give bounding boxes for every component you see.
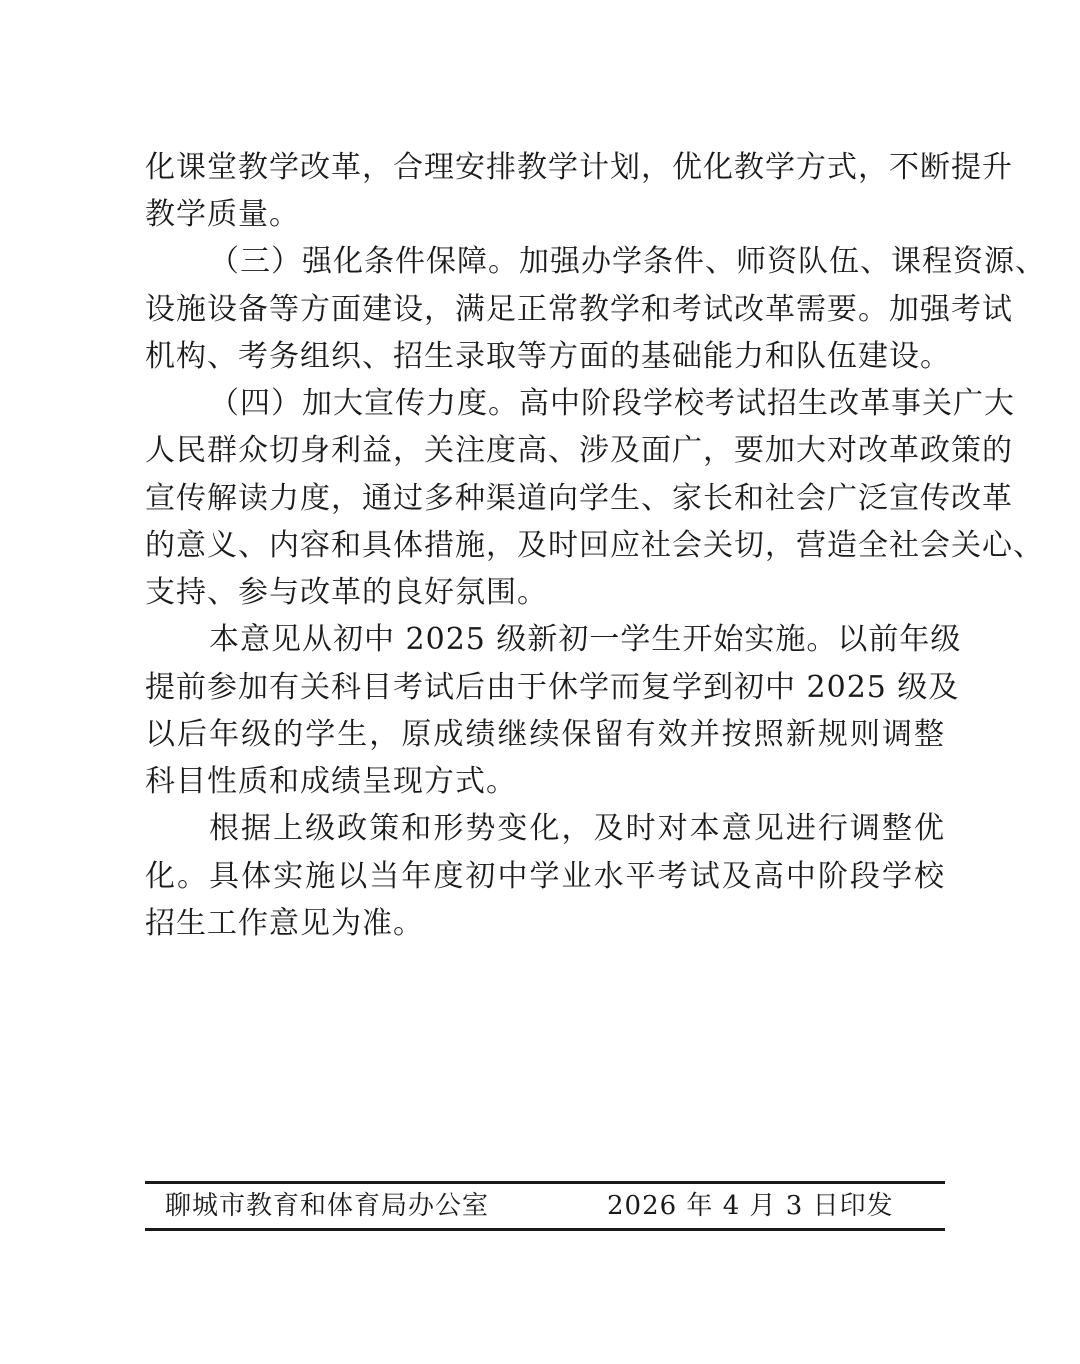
body-line: 宣传解读力度，通过多种渠道向学生、家长和社会广泛宣传改革 — [145, 481, 1013, 516]
body-line: 化。具体实施以当年度初中学业水平考试及高中阶段学校 — [145, 859, 945, 894]
body-line: 机构、考务组织、招生录取等方面的基础能力和队伍建设。 — [145, 339, 951, 374]
section-4-heading-line: （四）加大宣传力度。高中阶段学校考试招生改革事关广大 — [209, 386, 1015, 421]
body-line: 科目性质和成绩呈现方式。 — [145, 764, 517, 799]
body-line: 教学质量。 — [145, 197, 300, 232]
body-line: 人民群众切身利益，关注度高、涉及面广，要加大对改革政策的 — [145, 433, 1013, 468]
issue-date: 2026 年 4 月 3 日印发 — [607, 1191, 894, 1221]
body-line: 支持、参与改革的良好氛围。 — [145, 575, 548, 610]
body-line: 化课堂教学改革，合理安排教学计划，优化教学方式，不断提升 — [145, 150, 1013, 185]
body-line: 招生工作意见为准。 — [145, 906, 424, 941]
adjustment-paragraph-line: 根据上级政策和形势变化，及时对本意见进行调整优 — [209, 811, 945, 846]
footer-top-rule — [145, 1181, 945, 1184]
body-line: 的意义、内容和具体措施，及时回应社会关切，营造全社会关心、 — [145, 528, 1044, 563]
issuing-office: 聊城市教育和体育局办公室 — [165, 1191, 490, 1221]
body-line: 提前参加有关科目考试后由于休学而复学到初中 2025 级及 — [145, 670, 960, 705]
implementation-paragraph-line: 本意见从初中 2025 级新初一学生开始实施。以前年级 — [209, 622, 962, 657]
section-3-heading-line: （三）强化条件保障。加强办学条件、师资队伍、课程资源、 — [209, 244, 1046, 279]
body-line: 设施设备等方面建设，满足正常教学和考试改革需要。加强考试 — [145, 292, 1013, 327]
footer-bottom-rule — [145, 1228, 945, 1231]
body-line: 以后年级的学生，原成绩继续保留有效并按照新规则调整 — [145, 717, 945, 752]
